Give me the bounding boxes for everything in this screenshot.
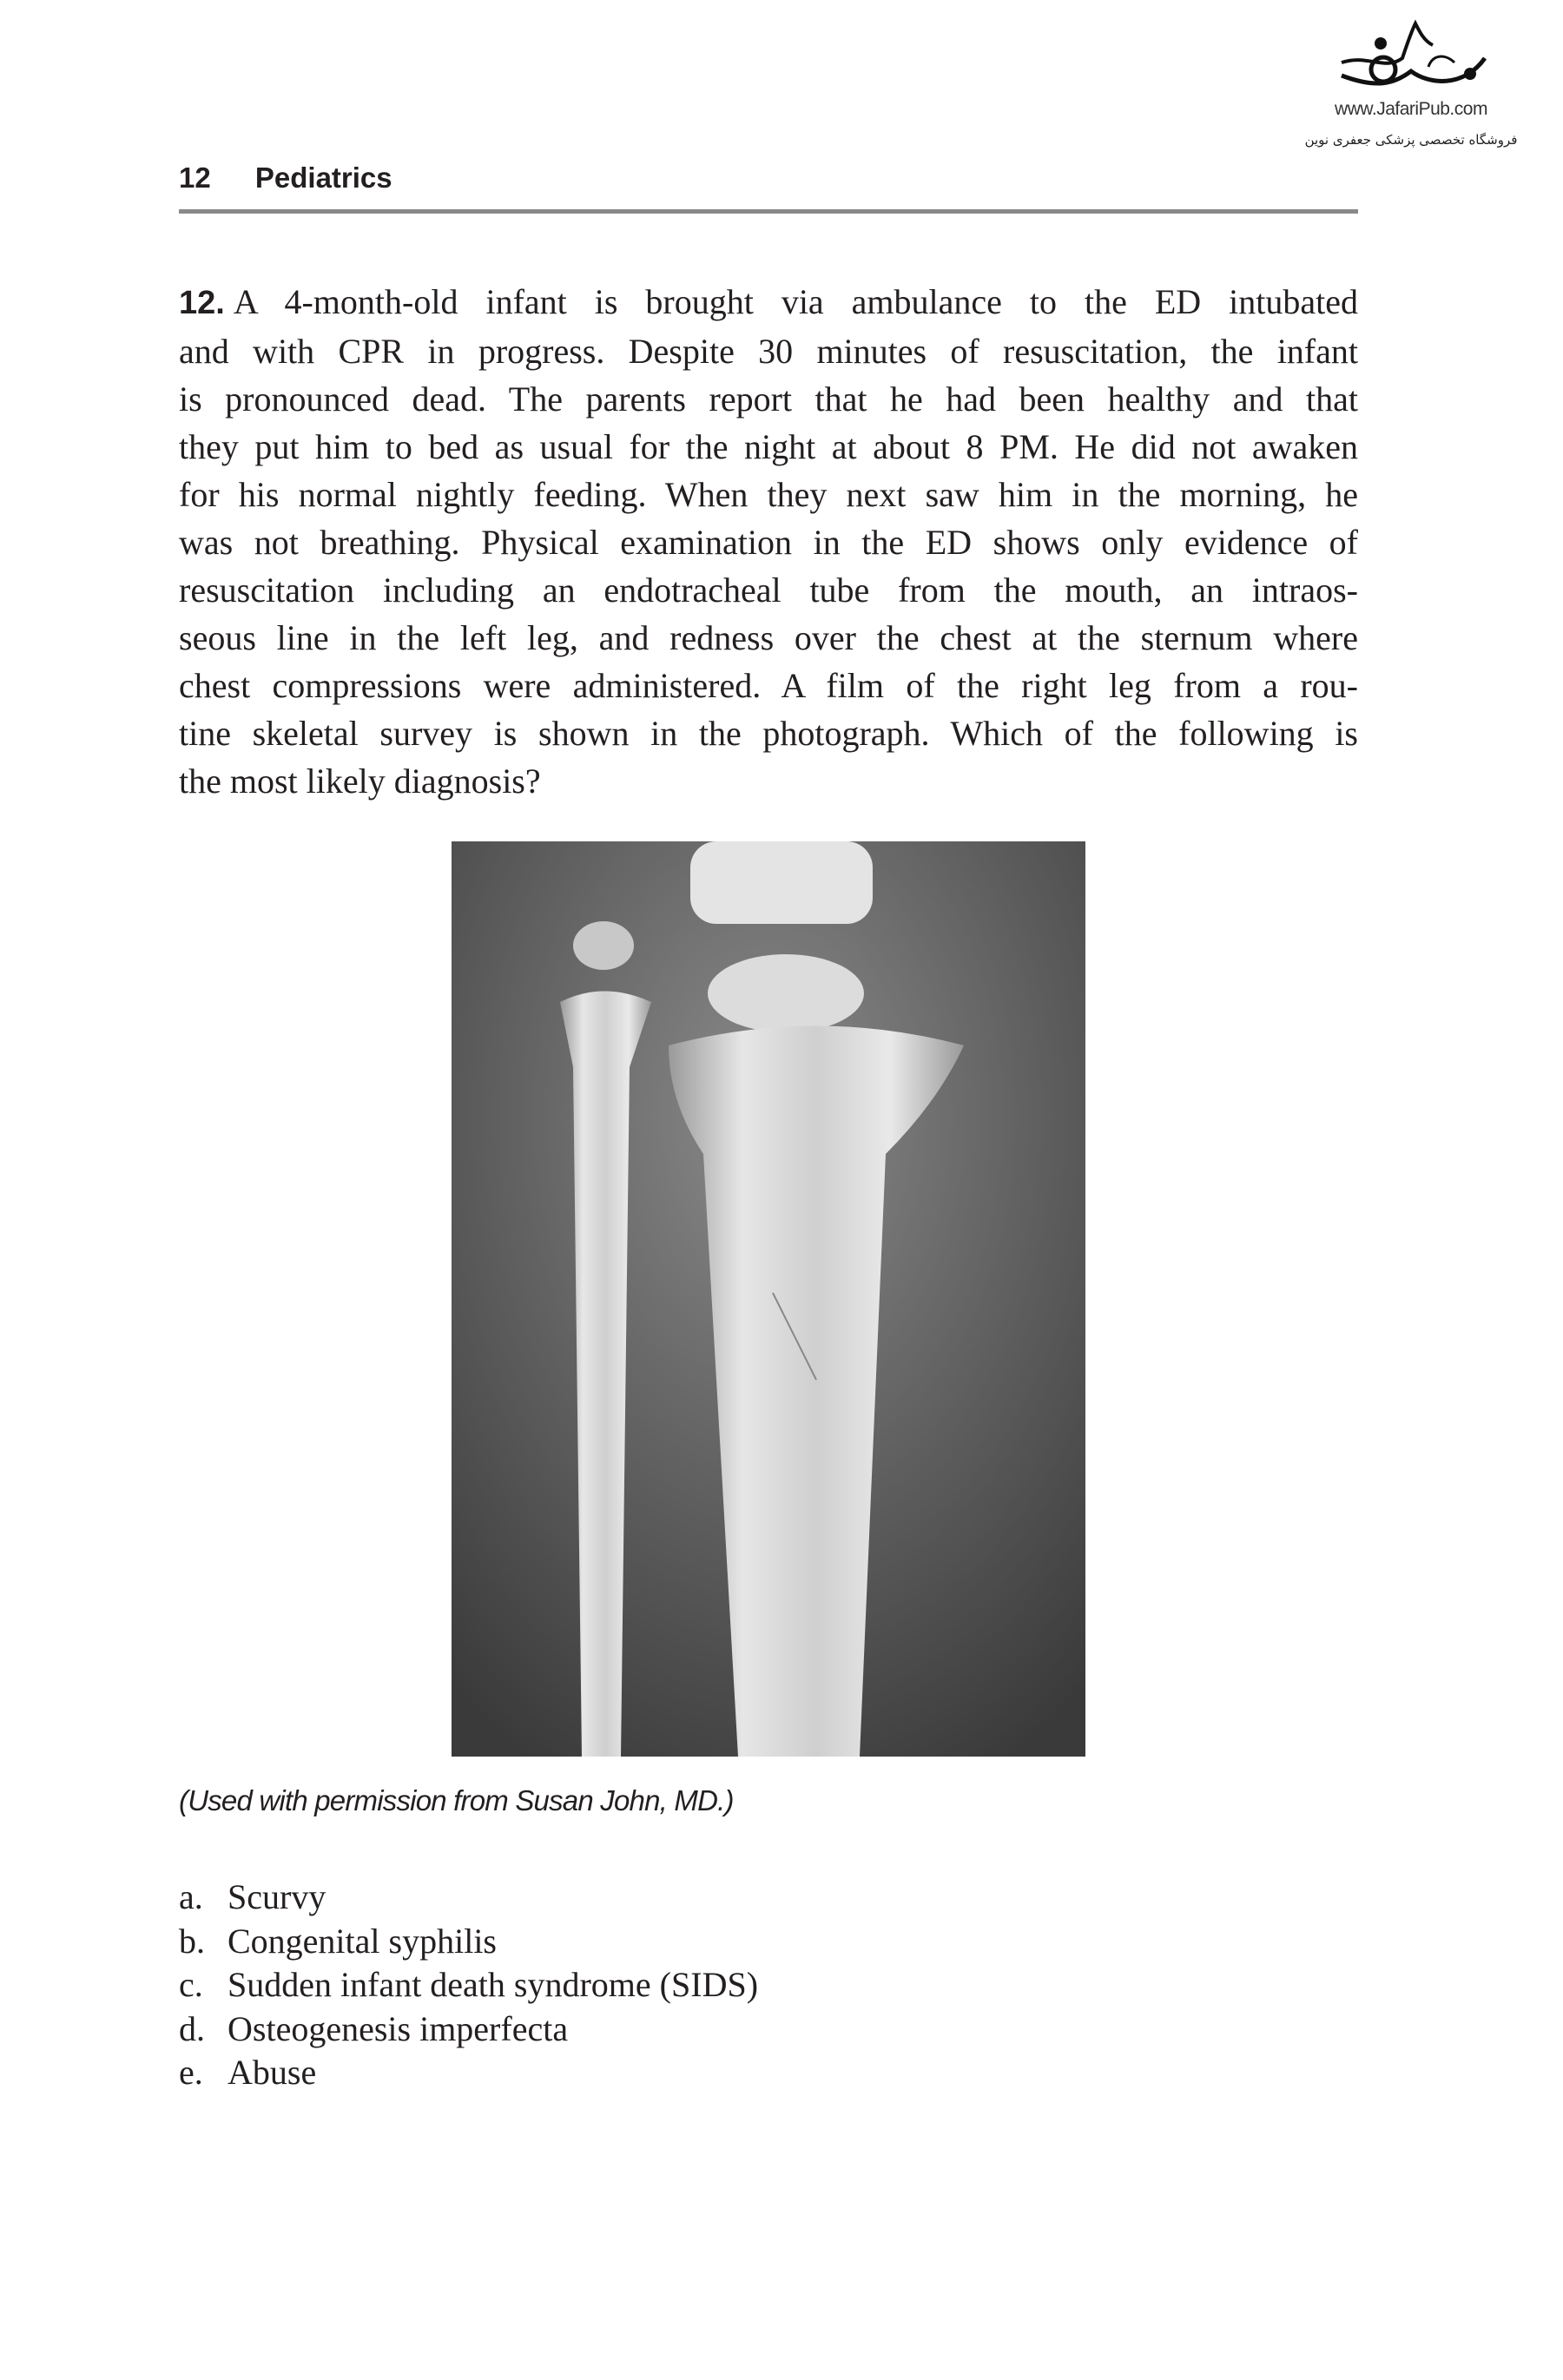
publisher-watermark [1302,19,1520,148]
publisher-logo-icon [1324,19,1498,97]
question-line: for his normal nightly feeding. When they next saw him in the morning, he [179,475,1358,514]
page-number: 12 [179,162,211,194]
question-line: chest compressions were administered. A film of the right leg from a rou- [179,666,1358,705]
question-line: is pronounced dead. The parents report that he had been healthy and that [179,379,1358,419]
header-rule [179,209,1358,214]
question-line: 12. A 4-month-old infant is brought via ambulance to the ED intubated [179,282,1358,321]
question-line: resuscitation including an endotracheal tube from the mouth, an intraos- [179,570,1358,610]
question-line: and with CPR in progress. Despite 30 minutes of resuscitation, the infant [179,332,1358,371]
answer-options [179,1876,758,2095]
publisher-tagline: فروشگاه تخصصی پزشکی جعفری نوین [1304,132,1518,148]
figure-caption: (Used with permission from Susan John, MD.) [179,1784,734,1816]
leg-xray-image [452,841,1085,1757]
question-line: seous line in the left leg, and redness over the chest at the sternum where [179,618,1358,657]
answer-option: a. Scurvy [179,1877,326,1916]
answer-option: e. Abuse [179,2053,317,2092]
question-line: tine skeletal survey is shown in the photograph. Which of the following is [179,714,1358,753]
section-title: Pediatrics [254,162,392,194]
answer-option: d. Osteogenesis imperfecta [179,2008,569,2048]
answer-option: b. Congenital syphilis [179,1921,497,1961]
question-line: they put him to bed as usual for the night at about 8 PM. He did not awaken [179,427,1358,466]
question-number: 12. [179,285,225,321]
running-header [179,162,392,194]
question-line: the most likely diagnosis? [179,761,541,801]
question-line: was not breathing. Physical examination in the ED shows only evidence of [179,523,1358,562]
publisher-url: www.JafariPub.com [1335,99,1487,119]
question-stem [179,278,1358,805]
answer-option: c. Sudden infant death syndrome (SIDS) [179,1965,759,2004]
